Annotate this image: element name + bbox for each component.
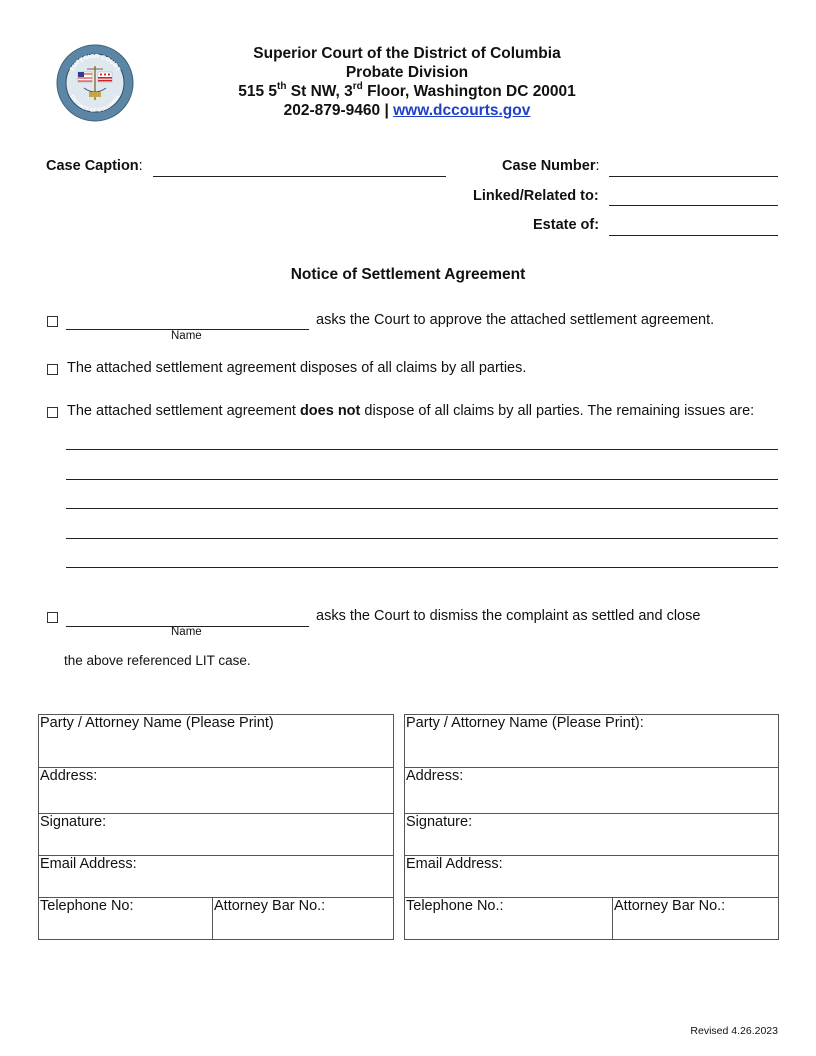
case-number-field[interactable] bbox=[609, 176, 778, 177]
remaining-issues-line-1[interactable] bbox=[66, 449, 778, 450]
court-seal-logo bbox=[56, 44, 134, 122]
svg-text:DISTRICT OF COLUMBIA: DISTRICT OF COLUMBIA bbox=[68, 94, 122, 115]
website-link[interactable]: www.dccourts.gov bbox=[393, 102, 531, 119]
dismiss-name-caption: Name bbox=[171, 626, 202, 638]
case-number-label: Case Number: bbox=[502, 158, 600, 174]
court-address: 515 5th St NW, 3rd Floor, Washington DC 20001 bbox=[238, 80, 576, 100]
remaining-issues-line-3[interactable] bbox=[66, 508, 778, 509]
left-telephone-cell[interactable]: Telephone No: bbox=[39, 898, 213, 940]
left-signature-cell[interactable]: Signature: bbox=[39, 814, 394, 856]
approve-text: asks the Court to approve the attached settlement agreement. bbox=[316, 312, 715, 328]
signature-block-right bbox=[404, 714, 779, 940]
right-telephone-cell[interactable]: Telephone No.: bbox=[405, 898, 613, 940]
right-name-cell[interactable]: Party / Attorney Name (Please Print): bbox=[405, 715, 779, 768]
remaining-issues-line-2[interactable] bbox=[66, 479, 778, 480]
left-name-cell[interactable]: Party / Attorney Name (Please Print) bbox=[39, 715, 394, 768]
court-contact bbox=[200, 101, 614, 120]
case-caption-label: Case Caption: bbox=[46, 158, 143, 174]
not-dispose-checkbox[interactable] bbox=[47, 407, 58, 418]
signature-block-left bbox=[38, 714, 394, 940]
court-name: Superior Court of the District of Columbia bbox=[253, 45, 561, 62]
right-address-cell[interactable]: Address: bbox=[405, 768, 779, 814]
disposes-all-text: The attached settlement agreement disposes of all claims by all parties. bbox=[67, 360, 527, 376]
remaining-issues-line-5[interactable] bbox=[66, 567, 778, 568]
revision-date: Revised 4.26.2023 bbox=[690, 1025, 778, 1037]
dismiss-continuation: the above referenced LIT case. bbox=[64, 653, 251, 668]
linked-related-label: Linked/Related to: bbox=[473, 188, 599, 204]
court-header bbox=[200, 44, 614, 120]
approve-name-caption: Name bbox=[171, 330, 202, 342]
left-address-cell[interactable]: Address: bbox=[39, 768, 394, 814]
dismiss-text: asks the Court to dismiss the complaint as settled and close bbox=[316, 608, 701, 624]
approve-checkbox[interactable] bbox=[47, 316, 58, 327]
estate-of-label: Estate of: bbox=[533, 217, 600, 233]
estate-of-field[interactable] bbox=[609, 235, 778, 236]
right-bar-number-cell[interactable]: Attorney Bar No.: bbox=[613, 898, 779, 940]
dismiss-checkbox[interactable] bbox=[47, 612, 58, 623]
disposes-all-checkbox[interactable] bbox=[47, 364, 58, 375]
right-signature-cell[interactable]: Signature: bbox=[405, 814, 779, 856]
linked-related-field[interactable] bbox=[609, 205, 778, 206]
svg-text:SUPERIOR COURT: SUPERIOR COURT bbox=[69, 53, 121, 73]
case-caption-field[interactable] bbox=[153, 176, 446, 177]
court-phone: 202-879-9460 | bbox=[283, 102, 389, 119]
left-email-cell[interactable]: Email Address: bbox=[39, 856, 394, 898]
left-bar-number-cell[interactable]: Attorney Bar No.: bbox=[213, 898, 394, 940]
right-email-cell[interactable]: Email Address: bbox=[405, 856, 779, 898]
not-dispose-text: The attached settlement agreement does not dispose of all claims by all parties. The remaining issues are: bbox=[67, 403, 755, 419]
remaining-issues-line-4[interactable] bbox=[66, 538, 778, 539]
form-title: Notice of Settlement Agreement bbox=[290, 266, 526, 283]
division-name: Probate Division bbox=[345, 64, 469, 81]
